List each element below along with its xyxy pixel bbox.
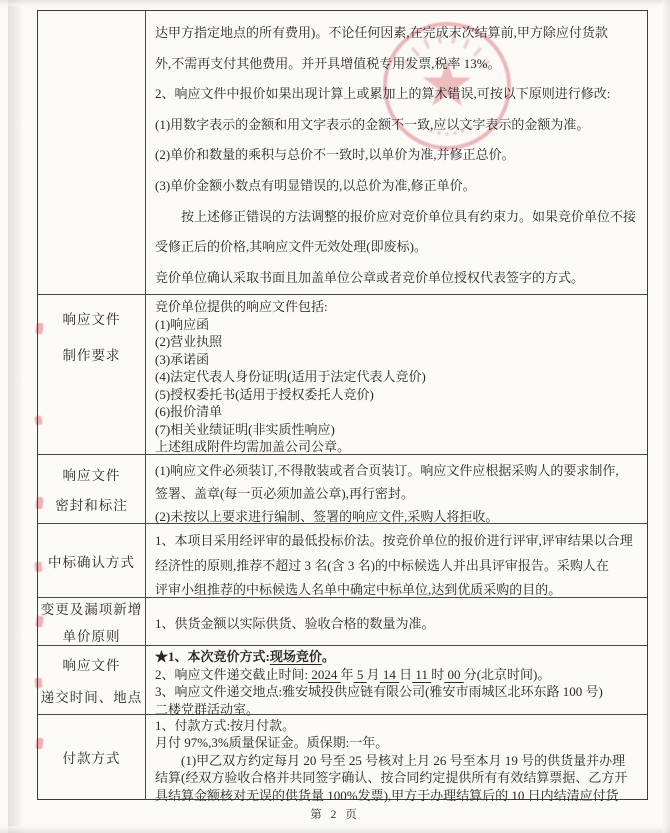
text-line: ★1、本次竞价方式:现场竞价。 xyxy=(155,649,335,664)
text-line: 签署、盖章(每一页必须加盖公章),再行密封。 xyxy=(155,485,414,501)
text-line: 1、供货金额以实际供货、验收合格的数量为准。 xyxy=(155,616,435,631)
text-line: (5)授权委托书(适用于授权委托人竞价) xyxy=(155,386,374,402)
text-line: (4)法定代表人身份证明(适用于法定代表人竞价) xyxy=(155,369,426,384)
table-row xyxy=(38,294,647,454)
text-line: 具结算金额核对无误的供货量 100%发票),甲方于办理结算后的 10 日内结清应付货 xyxy=(155,787,619,803)
row-content xyxy=(146,646,647,717)
table-row xyxy=(38,714,647,803)
scan-edge-shadow-right xyxy=(662,0,670,833)
row-content xyxy=(146,295,647,454)
row-label xyxy=(38,11,146,294)
text-line: (1)响应文件必须装订,不得散装或者合页装订。响应文件应根据采购人的要求制作, xyxy=(155,463,619,478)
row-label: 响应文件 递交时间、地点 xyxy=(38,646,146,714)
text-line: 上述组成附件均需加盖公司公章。 xyxy=(155,439,351,454)
text-line: 结算(经双方验收合格并共同签字确认、按合同约定提供所有有效结算票据、乙方开 xyxy=(155,770,628,786)
text-line: (3)单价金额小数点有明显错误的,以总价为准,修正单价。 xyxy=(155,177,476,193)
text-line: 月付 97%,3%质量保证金。质保期:一年。 xyxy=(155,735,389,751)
row-content xyxy=(146,598,647,645)
table-row xyxy=(38,645,647,717)
text-line: (6)报价清单 xyxy=(155,404,223,419)
text-line: 经济性的原则,推荐不超过 3 名(含 3 名)的中标候选人并出具评审报告。采购人在 xyxy=(155,557,609,573)
text-line: 评审小组推荐的中标候选人名单中确定中标单位,达到优质采购的目的。 xyxy=(155,582,562,597)
table-row xyxy=(38,454,647,523)
text-line: 3、响应文件递交地点:雅安城投供应链有限公司(雅安市雨城区北环东路 100 号) xyxy=(155,684,603,700)
text-line: (1)响应函 xyxy=(155,316,210,332)
text-line: (1)甲乙双方约定每月 20 号至 25 号核对上月 26 号至本月 19 号的供货量并办理 xyxy=(155,752,626,768)
table-row xyxy=(38,597,647,645)
page-number: 第 2 页 xyxy=(310,809,360,821)
text-line: (3)承诺函 xyxy=(155,351,210,367)
text-line: 1、本项目采用经评审的最低投标价法。按竞价单位的报价进行评审,评审结果以合理 xyxy=(155,533,633,548)
table-row xyxy=(38,523,647,597)
text-line: 外,不需再支付其他费用。并开具增值税专用发票,税率 13%。 xyxy=(155,55,501,71)
text-line: (2)单价和数量的乘积与总价不一致时,以单价为准,并修正总价。 xyxy=(155,147,515,163)
row-content xyxy=(146,11,647,294)
row-content xyxy=(146,715,647,803)
text-line: 2、响应文件中报价如果出现计算上或累加上的算术错误,可按以下原则进行修改: xyxy=(155,86,611,102)
text-line: 受修正后的价格,其响应文件无效处理(即废标)。 xyxy=(155,239,427,255)
row-label: 响应文件 制作要求 xyxy=(38,295,146,454)
row-label: 变更及漏项新增 单价原则 xyxy=(38,598,146,645)
text-line: (2)未按以上要求进行编制、签署的响应文件,采购人将拒收。 xyxy=(155,508,499,524)
text-line: 竞价单位确认采取书面且加盖单位公章或者竞价单位授权代表签字的方式。 xyxy=(155,269,585,285)
text-line: 竞价单位提供的响应文件包括: xyxy=(155,299,328,314)
text-line: 二楼党群活动室。 xyxy=(155,701,260,717)
scan-edge-shadow-left xyxy=(8,0,21,833)
text-line: 2、响应文件递交截止时间: 2024 年 5 月 14 日 11 时 00 分(北京时间)。 xyxy=(155,666,551,682)
procurement-terms-table xyxy=(37,10,648,803)
row-content xyxy=(146,455,647,523)
row-label: 中标确认方式 xyxy=(38,524,146,597)
text-line: (1)用数字表示的金额和用文字表示的金额不一致,应以文字表示的金额为准。 xyxy=(155,116,590,132)
text-line: 1、付款方式:按月付款。 xyxy=(155,718,296,733)
text-line: 达甲方指定地点的所有费用)。不论任何因素,在完成末次结算前,甲方除应付货款 xyxy=(155,25,608,40)
scan-edge-shadow-top xyxy=(0,0,670,6)
text-line: 按上述修正错误的方法调整的报价应对竞价单位具有约束力。如果竞价单位不接 xyxy=(155,208,637,224)
table-row xyxy=(38,11,647,294)
scan-edge-shadow-bottom xyxy=(0,826,670,833)
row-content xyxy=(146,524,647,597)
text-line: (2)营业执照 xyxy=(155,334,223,349)
row-label: 付款方式 xyxy=(38,715,146,799)
text-line: (7)相关业绩证明(非实质性响应) xyxy=(155,421,335,437)
row-label: 响应文件 密封和标注 xyxy=(38,455,146,523)
